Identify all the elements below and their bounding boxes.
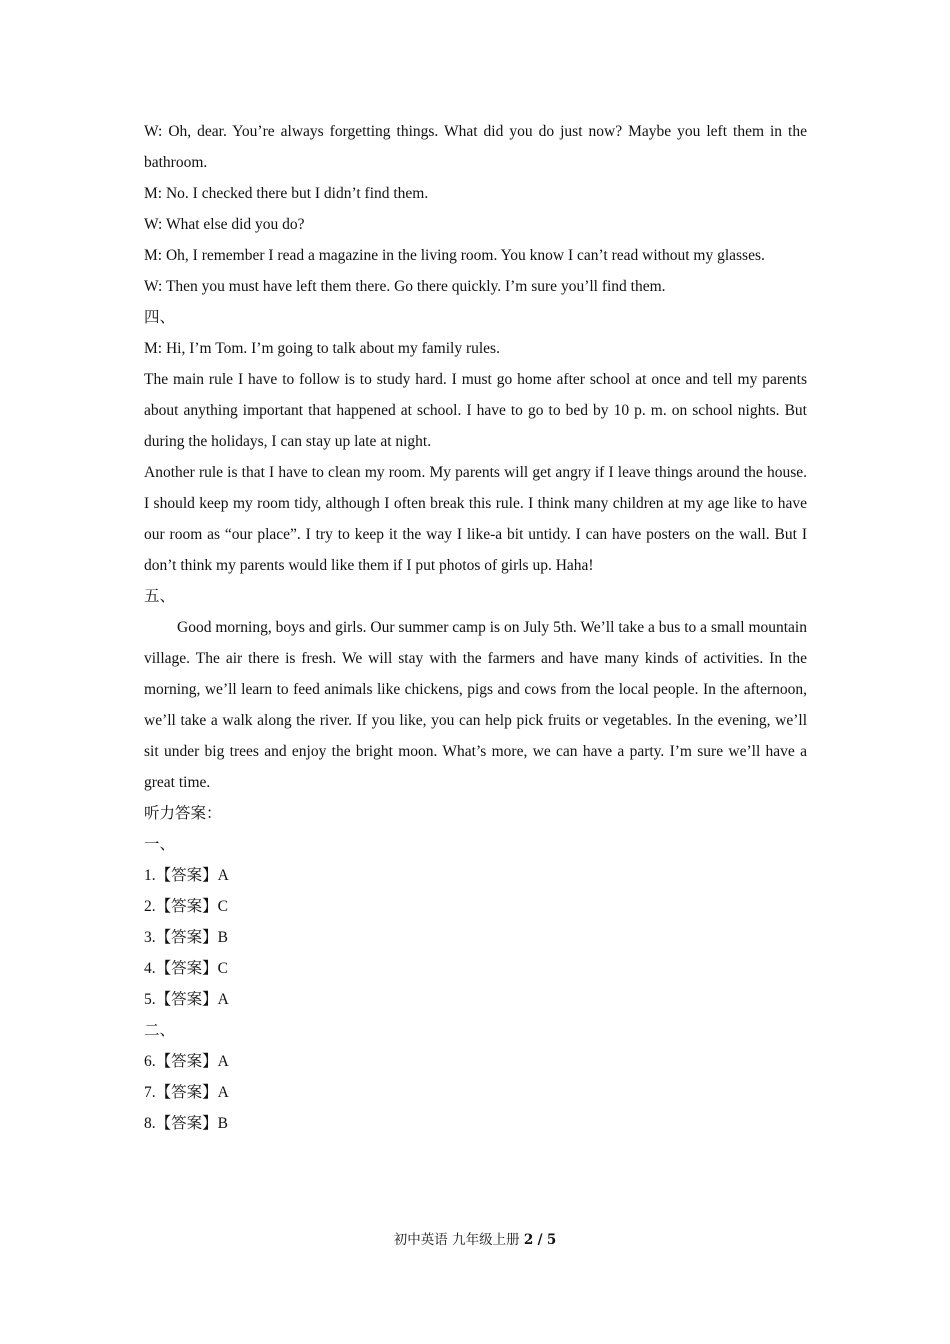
footer-label: 初中英语 九年级上册: [393, 1232, 520, 1248]
section-4-paragraph-2: Another rule is that I have to clean my room. My parents will get angry if I leave things around the house. I should keep my room tidy, although I often break this rule. I think many children at my age like to have our room as “our place”. I try to keep it the way I like-a bit untidy. I can have posters on the wall. But I don’t think my parents would like them if I put photos of girls up. Haha!: [144, 464, 807, 574]
section-4-heading: 四、: [144, 309, 176, 326]
answers-heading: 听力答案：: [144, 805, 222, 822]
answer-item: 7.【答案】A: [144, 1084, 229, 1101]
answer-item: 8.【答案】B: [144, 1115, 228, 1132]
dialogue-line-2: M: No. I checked there but I didn’t find them.: [144, 185, 429, 202]
answers-part-1-heading: 一、: [144, 836, 176, 853]
footer-page-number: 2: [523, 1232, 534, 1248]
page-footer: [0, 1228, 950, 1248]
answer-item: 6.【答案】A: [144, 1053, 229, 1070]
answer-item: 4.【答案】C: [144, 960, 228, 977]
section-4-intro: M: Hi, I’m Tom. I’m going to talk about my family rules.: [144, 340, 500, 357]
document-body: [144, 116, 807, 1139]
dialogue-line-4: M: Oh, I remember I read a magazine in the living room. You know I can’t read without my glasses.: [144, 247, 765, 264]
dialogue-line-3: W: What else did you do?: [144, 216, 305, 233]
answer-item: 2.【答案】C: [144, 898, 228, 915]
footer-page-total: 5: [546, 1232, 557, 1248]
section-4-paragraph-1: The main rule I have to follow is to study hard. I must go home after school at once and tell my parents about anything important that happened at school. I have to go to bed by 10 p. m. on school nights. But during the holidays, I can stay up late at night.: [144, 371, 807, 450]
answer-item: 1.【答案】A: [144, 867, 229, 884]
section-5-paragraph: Good morning, boys and girls. Our summer camp is on July 5th. We’ll take a bus to a small mountain village. The air there is fresh. We will stay with the farmers and have many kinds of activities. In the morning, we’ll learn to feed animals like chickens, pigs and cows from the local people. In the afternoon, we’ll take a walk along the river. If you like, you can help pick fruits or vegetables. In the evening, we’ll sit under big trees and enjoy the bright moon. What’s more, we can have a party. I’m sure we’ll have a great time.: [144, 619, 807, 791]
answer-item: 5.【答案】A: [144, 991, 229, 1008]
dialogue-line-1: W: Oh, dear. You’re always forgetting things. What did you do just now? Maybe you left them in the bathroom.: [144, 123, 807, 171]
answers-part-2-heading: 二、: [144, 1022, 176, 1039]
dialogue-line-5: W: Then you must have left them there. Go there quickly. I’m sure you’ll find them.: [144, 278, 666, 295]
footer-separator: /: [537, 1232, 543, 1248]
section-5-heading: 五、: [144, 588, 176, 605]
answer-item: 3.【答案】B: [144, 929, 228, 946]
